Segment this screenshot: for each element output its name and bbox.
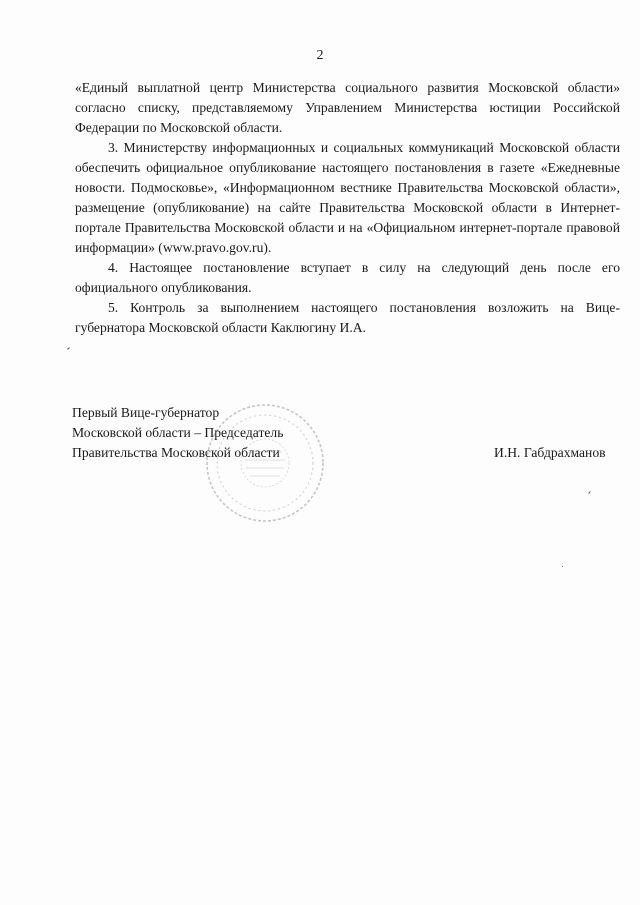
paragraph-item-3: 3. Министерству информационных и социальных коммуникаций Московской области обеспечить официальное опубликование настоящего постановления в газете «Ежедневные новости. Подмосковье», «Информационном вестнике Правительства Московской области», размещение (опубликование) на сайте Правительства Московской области в Интернет-портале Правительства Московской области и на «Официальном интернет-портале правовой информации» (www.pravo.gov.ru). bbox=[75, 140, 620, 255]
signatory-name: И.Н. Габдрахманов bbox=[494, 445, 606, 460]
scan-speck bbox=[588, 491, 591, 494]
signatory-position-line: Московской области – Председатель bbox=[72, 425, 284, 440]
signatory-position bbox=[72, 403, 283, 463]
paragraph-item-5: 5. Контроль за выполнением настоящего постановления возложить на Вице-губернатора Московской области Каклюгину И.А. bbox=[75, 300, 620, 335]
document-body bbox=[75, 78, 620, 338]
page-number: 2 bbox=[316, 48, 324, 63]
signatory-position-line: Первый Вице-губернатор bbox=[72, 405, 220, 420]
scan-speck bbox=[562, 566, 563, 567]
signatory-position-line: Правительства Московской области bbox=[72, 445, 280, 460]
paragraph-continuation: «Единый выплатной центр Министерства социального развития Московской области» согласно списку, представляемому Управлением Министерства юстиции Российской Федерации по Московской области. bbox=[75, 80, 620, 135]
scan-speck bbox=[67, 347, 70, 350]
paragraph-item-4: 4. Настоящее постановление вступает в силу на следующий день после его официального опубликования. bbox=[75, 260, 620, 295]
